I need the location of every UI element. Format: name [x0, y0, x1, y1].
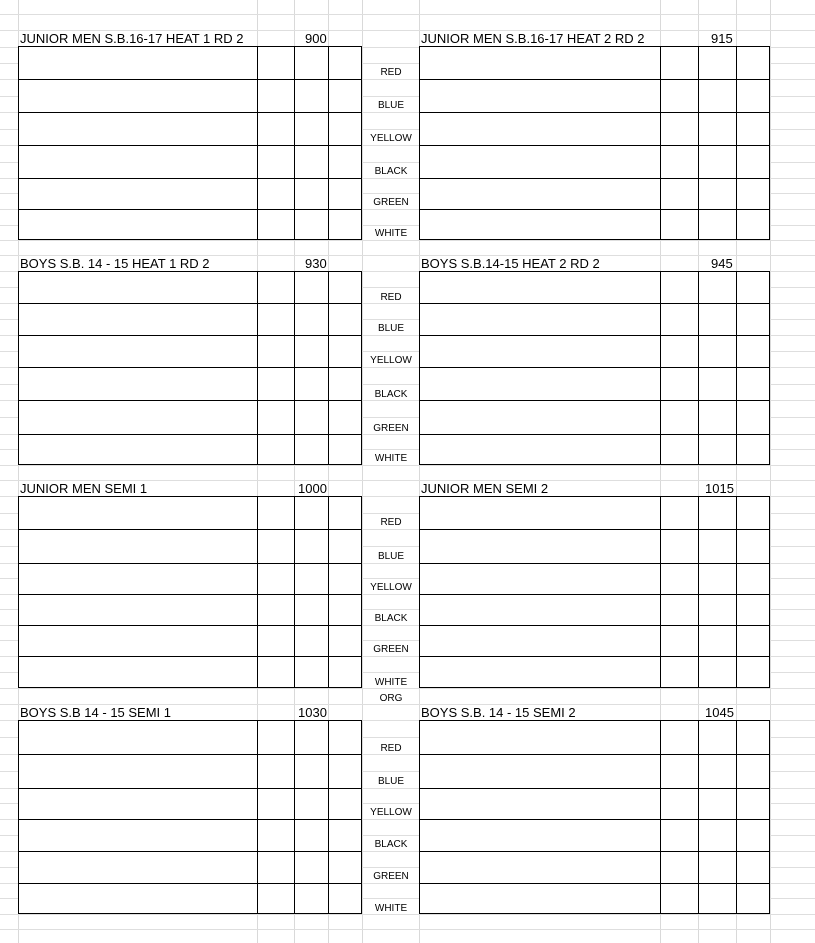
athlete-name-cell[interactable]: [18, 720, 258, 755]
result-cell[interactable]: [736, 720, 770, 755]
lane-row: [18, 112, 362, 145]
lane-row: [419, 46, 770, 79]
athlete-name-cell[interactable]: [18, 145, 258, 179]
result-cell[interactable]: [660, 883, 699, 914]
result-cell[interactable]: [660, 434, 699, 465]
lane-color-label: BLACK: [374, 389, 408, 400]
result-cell[interactable]: [257, 529, 295, 564]
result-cell[interactable]: [660, 529, 699, 564]
athlete-name-cell[interactable]: [18, 529, 258, 564]
result-cell[interactable]: [328, 563, 362, 595]
result-cell[interactable]: [328, 720, 362, 755]
result-cell[interactable]: [257, 271, 295, 304]
result-cell[interactable]: [328, 178, 362, 210]
result-cell[interactable]: [660, 819, 699, 852]
gridline-horizontal: [0, 465, 815, 466]
lane-row: [18, 754, 362, 788]
athlete-name-cell[interactable]: [18, 271, 258, 304]
athlete-name-cell[interactable]: [18, 367, 258, 401]
result-cell[interactable]: [257, 563, 295, 595]
result-cell[interactable]: [257, 851, 295, 884]
result-cell[interactable]: [294, 178, 329, 210]
result-cell[interactable]: [294, 112, 329, 146]
athlete-name-cell[interactable]: [18, 178, 258, 210]
result-cell[interactable]: [698, 754, 737, 789]
result-cell[interactable]: [328, 625, 362, 657]
lane-color-label: YELLOW: [370, 582, 412, 593]
athlete-name-cell[interactable]: [18, 819, 258, 852]
heat-time: 1045: [705, 705, 734, 720]
lane-row: [18, 209, 362, 240]
result-cell[interactable]: [736, 145, 770, 179]
result-cell[interactable]: [328, 303, 362, 336]
lane-row: [419, 303, 770, 335]
lane-row: [18, 720, 362, 754]
lane-color-label: YELLOW: [370, 807, 412, 818]
result-cell[interactable]: [660, 594, 699, 626]
lane-row: [18, 400, 362, 434]
lane-row: [18, 529, 362, 563]
lane-color-label: YELLOW: [370, 133, 412, 144]
result-cell[interactable]: [660, 271, 699, 304]
lane-color-label: ORG: [379, 693, 403, 704]
result-cell[interactable]: [257, 145, 295, 179]
result-cell[interactable]: [660, 46, 699, 80]
lane-color-label: WHITE: [374, 453, 408, 464]
result-cell[interactable]: [660, 656, 699, 688]
result-cell[interactable]: [294, 625, 329, 657]
result-cell[interactable]: [736, 271, 770, 304]
result-cell[interactable]: [698, 529, 737, 564]
athlete-name-cell[interactable]: [419, 271, 661, 304]
lane-row: [419, 851, 770, 883]
result-cell[interactable]: [698, 819, 737, 852]
lane-color-label: RED: [380, 67, 402, 78]
lane-row: [419, 563, 770, 594]
athlete-name-cell[interactable]: [18, 335, 258, 368]
lane-row: [419, 496, 770, 529]
heat-title: JUNIOR MEN S.B.16-17 HEAT 1 RD 2: [20, 31, 244, 46]
result-cell[interactable]: [257, 656, 295, 688]
result-cell[interactable]: [660, 303, 699, 336]
gridline-horizontal: [0, 914, 815, 915]
result-cell[interactable]: [328, 271, 362, 304]
lane-row: [18, 819, 362, 851]
lane-color-label: YELLOW: [370, 355, 412, 366]
result-cell[interactable]: [660, 788, 699, 820]
athlete-name-cell[interactable]: [419, 178, 661, 210]
lane-row: [419, 594, 770, 625]
athlete-name-cell[interactable]: [419, 563, 661, 595]
lane-row: [18, 594, 362, 625]
lane-row: [419, 819, 770, 851]
gridline-horizontal: [0, 240, 815, 241]
athlete-name-cell[interactable]: [419, 656, 661, 688]
result-cell[interactable]: [328, 656, 362, 688]
result-cell[interactable]: [736, 209, 770, 240]
result-cell[interactable]: [698, 496, 737, 530]
result-cell[interactable]: [257, 178, 295, 210]
lane-row: [419, 720, 770, 754]
result-cell[interactable]: [736, 367, 770, 401]
result-cell[interactable]: [257, 112, 295, 146]
athlete-name-cell[interactable]: [419, 367, 661, 401]
result-cell[interactable]: [660, 754, 699, 789]
athlete-name-cell[interactable]: [419, 434, 661, 465]
gridline-vertical: [770, 0, 771, 943]
result-cell[interactable]: [328, 851, 362, 884]
athlete-name-cell[interactable]: [18, 303, 258, 336]
result-cell[interactable]: [294, 496, 329, 530]
result-cell[interactable]: [736, 594, 770, 626]
result-cell[interactable]: [698, 209, 737, 240]
lane-color-label: WHITE: [374, 228, 408, 239]
result-cell[interactable]: [698, 303, 737, 336]
heat-time: 945: [711, 256, 733, 271]
result-cell[interactable]: [294, 883, 329, 914]
result-cell[interactable]: [328, 335, 362, 368]
gridline-horizontal: [0, 688, 815, 689]
heat-title: BOYS S.B. 14 - 15 SEMI 2: [421, 705, 576, 720]
result-cell[interactable]: [698, 594, 737, 626]
athlete-name-cell[interactable]: [18, 434, 258, 465]
result-cell[interactable]: [294, 271, 329, 304]
heat-title: JUNIOR MEN SEMI 2: [421, 481, 549, 496]
result-cell[interactable]: [698, 563, 737, 595]
result-cell[interactable]: [257, 367, 295, 401]
athlete-name-cell[interactable]: [18, 79, 258, 113]
heat-time: 900: [305, 31, 327, 46]
lane-row: [18, 46, 362, 79]
lane-row: [18, 496, 362, 529]
result-cell[interactable]: [736, 400, 770, 435]
result-cell[interactable]: [660, 112, 699, 146]
lane-row: [18, 303, 362, 335]
result-cell[interactable]: [294, 594, 329, 626]
result-cell[interactable]: [328, 367, 362, 401]
heat-title: BOYS S.B.14-15 HEAT 2 RD 2: [421, 256, 600, 271]
result-cell[interactable]: [698, 434, 737, 465]
result-cell[interactable]: [294, 145, 329, 179]
result-cell[interactable]: [257, 434, 295, 465]
result-cell[interactable]: [736, 178, 770, 210]
result-cell[interactable]: [698, 271, 737, 304]
gridline-horizontal: [0, 14, 815, 15]
result-cell[interactable]: [660, 178, 699, 210]
result-cell[interactable]: [736, 46, 770, 80]
result-cell[interactable]: [257, 46, 295, 80]
result-cell[interactable]: [328, 79, 362, 113]
result-cell[interactable]: [257, 720, 295, 755]
lane-row: [419, 656, 770, 688]
lane-row: [419, 178, 770, 209]
athlete-name-cell[interactable]: [18, 400, 258, 435]
athlete-name-cell[interactable]: [18, 754, 258, 789]
lane-row: [18, 145, 362, 178]
lane-row: [18, 335, 362, 367]
athlete-name-cell[interactable]: [419, 145, 661, 179]
athlete-name-cell[interactable]: [419, 883, 661, 914]
heat-time: 915: [711, 31, 733, 46]
result-cell[interactable]: [257, 303, 295, 336]
athlete-name-cell[interactable]: [18, 496, 258, 530]
athlete-name-cell[interactable]: [18, 883, 258, 914]
heat-time: 1015: [705, 481, 734, 496]
result-cell[interactable]: [736, 529, 770, 564]
result-cell[interactable]: [660, 145, 699, 179]
athlete-name-cell[interactable]: [419, 496, 661, 530]
heat-title: JUNIOR MEN S.B.16-17 HEAT 2 RD 2: [421, 31, 645, 46]
result-cell[interactable]: [294, 563, 329, 595]
lane-color-label: BLUE: [377, 551, 405, 562]
heat-time: 1000: [298, 481, 327, 496]
heat-title: BOYS S.B. 14 - 15 HEAT 1 RD 2: [20, 256, 210, 271]
lane-row: [419, 367, 770, 400]
result-cell[interactable]: [736, 656, 770, 688]
lane-row: [419, 529, 770, 563]
lane-row: [18, 79, 362, 112]
lane-color-label: BLACK: [374, 613, 408, 624]
result-cell[interactable]: [294, 209, 329, 240]
lane-row: [18, 563, 362, 594]
result-cell[interactable]: [328, 529, 362, 564]
lane-row: [419, 79, 770, 112]
result-cell[interactable]: [257, 883, 295, 914]
athlete-name-cell[interactable]: [18, 209, 258, 240]
athlete-name-cell[interactable]: [419, 303, 661, 336]
athlete-name-cell[interactable]: [419, 79, 661, 113]
lane-color-label: GREEN: [373, 423, 409, 434]
lane-color-label: BLUE: [377, 100, 405, 111]
lane-color-label: BLACK: [374, 839, 408, 850]
result-cell[interactable]: [698, 788, 737, 820]
athlete-name-cell[interactable]: [419, 851, 661, 884]
result-cell[interactable]: [736, 883, 770, 914]
result-cell[interactable]: [257, 335, 295, 368]
result-cell[interactable]: [294, 754, 329, 789]
result-cell[interactable]: [294, 335, 329, 368]
result-cell[interactable]: [736, 303, 770, 336]
result-cell[interactable]: [660, 625, 699, 657]
result-cell[interactable]: [257, 754, 295, 789]
lane-color-label: WHITE: [374, 677, 408, 688]
lane-color-label: GREEN: [373, 197, 409, 208]
athlete-name-cell[interactable]: [18, 851, 258, 884]
lane-color-label: RED: [380, 517, 402, 528]
result-cell[interactable]: [294, 367, 329, 401]
result-cell[interactable]: [660, 209, 699, 240]
lane-row: [18, 271, 362, 303]
athlete-name-cell[interactable]: [419, 400, 661, 435]
result-cell[interactable]: [294, 788, 329, 820]
lane-row: [18, 434, 362, 465]
lane-row: [18, 367, 362, 400]
athlete-name-cell[interactable]: [18, 46, 258, 80]
lane-row: [419, 400, 770, 434]
heat-title: BOYS S.B 14 - 15 SEMI 1: [20, 705, 172, 720]
result-cell[interactable]: [257, 594, 295, 626]
result-cell[interactable]: [736, 754, 770, 789]
result-cell[interactable]: [698, 335, 737, 368]
heat-time: 930: [305, 256, 327, 271]
result-cell[interactable]: [698, 851, 737, 884]
athlete-name-cell[interactable]: [419, 529, 661, 564]
result-cell[interactable]: [294, 46, 329, 80]
result-cell[interactable]: [736, 79, 770, 113]
lane-row: [419, 145, 770, 178]
athlete-name-cell[interactable]: [419, 46, 661, 80]
lane-row: [419, 209, 770, 240]
result-cell[interactable]: [660, 79, 699, 113]
lane-row: [419, 754, 770, 788]
lane-color-label: GREEN: [373, 871, 409, 882]
result-cell[interactable]: [328, 400, 362, 435]
lane-color-label: WHITE: [374, 903, 408, 914]
result-cell[interactable]: [660, 367, 699, 401]
result-cell[interactable]: [328, 46, 362, 80]
result-cell[interactable]: [257, 625, 295, 657]
result-cell[interactable]: [736, 788, 770, 820]
result-cell[interactable]: [736, 625, 770, 657]
result-cell[interactable]: [698, 400, 737, 435]
result-cell[interactable]: [698, 79, 737, 113]
lane-color-label: BLUE: [377, 323, 405, 334]
result-cell[interactable]: [736, 851, 770, 884]
lane-color-label: RED: [380, 292, 402, 303]
result-cell[interactable]: [660, 496, 699, 530]
result-cell[interactable]: [698, 46, 737, 80]
athlete-name-cell[interactable]: [419, 112, 661, 146]
result-cell[interactable]: [257, 819, 295, 852]
result-cell[interactable]: [660, 335, 699, 368]
athlete-name-cell[interactable]: [419, 819, 661, 852]
heat-title: JUNIOR MEN SEMI 1: [20, 481, 148, 496]
result-cell[interactable]: [736, 112, 770, 146]
result-cell[interactable]: [328, 145, 362, 179]
lane-row: [18, 178, 362, 209]
athlete-name-cell[interactable]: [18, 656, 258, 688]
result-cell[interactable]: [328, 594, 362, 626]
lane-row: [419, 271, 770, 303]
result-cell[interactable]: [294, 303, 329, 336]
result-cell[interactable]: [328, 819, 362, 852]
result-cell[interactable]: [660, 400, 699, 435]
lane-row: [419, 434, 770, 465]
lane-row: [18, 656, 362, 688]
result-cell[interactable]: [698, 625, 737, 657]
result-cell[interactable]: [257, 496, 295, 530]
lane-row: [419, 112, 770, 145]
result-cell[interactable]: [257, 400, 295, 435]
lane-color-label: RED: [380, 743, 402, 754]
result-cell[interactable]: [736, 496, 770, 530]
lane-row: [18, 851, 362, 883]
result-cell[interactable]: [328, 112, 362, 146]
result-cell[interactable]: [698, 367, 737, 401]
athlete-name-cell[interactable]: [419, 625, 661, 657]
result-cell[interactable]: [294, 434, 329, 465]
heat-time: 1030: [298, 705, 327, 720]
lane-row: [18, 625, 362, 656]
athlete-name-cell[interactable]: [419, 720, 661, 755]
result-cell[interactable]: [328, 788, 362, 820]
result-cell[interactable]: [294, 400, 329, 435]
result-cell[interactable]: [328, 496, 362, 530]
result-cell[interactable]: [294, 656, 329, 688]
result-cell[interactable]: [328, 434, 362, 465]
result-cell[interactable]: [698, 178, 737, 210]
athlete-name-cell[interactable]: [18, 625, 258, 657]
athlete-name-cell[interactable]: [419, 788, 661, 820]
athlete-name-cell[interactable]: [18, 788, 258, 820]
result-cell[interactable]: [294, 529, 329, 564]
result-cell[interactable]: [328, 754, 362, 789]
lane-row: [419, 883, 770, 914]
result-cell[interactable]: [294, 851, 329, 884]
result-cell[interactable]: [257, 209, 295, 240]
result-cell[interactable]: [736, 335, 770, 368]
athlete-name-cell[interactable]: [18, 112, 258, 146]
result-cell[interactable]: [257, 788, 295, 820]
result-cell[interactable]: [698, 112, 737, 146]
lane-row: [419, 788, 770, 819]
result-cell[interactable]: [328, 883, 362, 914]
result-cell[interactable]: [660, 563, 699, 595]
athlete-name-cell[interactable]: [18, 594, 258, 626]
lane-color-label: BLACK: [374, 166, 408, 177]
athlete-name-cell[interactable]: [419, 209, 661, 240]
athlete-name-cell[interactable]: [419, 754, 661, 789]
result-cell[interactable]: [698, 720, 737, 755]
result-cell[interactable]: [294, 720, 329, 755]
athlete-name-cell[interactable]: [18, 563, 258, 595]
result-cell[interactable]: [294, 79, 329, 113]
result-cell[interactable]: [698, 145, 737, 179]
athlete-name-cell[interactable]: [419, 335, 661, 368]
lane-color-label: GREEN: [373, 644, 409, 655]
result-cell[interactable]: [736, 434, 770, 465]
result-cell[interactable]: [698, 656, 737, 688]
result-cell[interactable]: [294, 819, 329, 852]
athlete-name-cell[interactable]: [419, 594, 661, 626]
gridline-horizontal: [0, 929, 815, 930]
lane-row: [18, 883, 362, 914]
lane-row: [18, 788, 362, 819]
result-cell[interactable]: [660, 720, 699, 755]
lane-row: [419, 335, 770, 367]
result-cell[interactable]: [698, 883, 737, 914]
result-cell[interactable]: [257, 79, 295, 113]
lane-color-label: BLUE: [377, 776, 405, 787]
result-cell[interactable]: [736, 563, 770, 595]
result-cell[interactable]: [736, 819, 770, 852]
result-cell[interactable]: [328, 209, 362, 240]
lane-row: [419, 625, 770, 656]
result-cell[interactable]: [660, 851, 699, 884]
